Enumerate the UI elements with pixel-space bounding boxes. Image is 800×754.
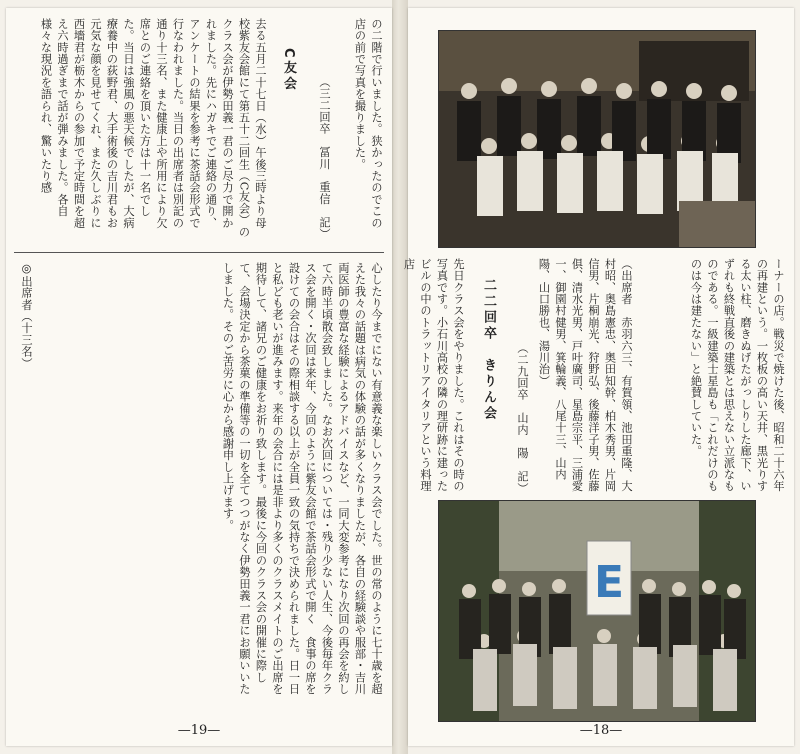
c-club-continued: 心したり今までにない有意義な楽しいクラス会でした。世の常のように七十歳を超えた我々の話題は病気の体験の話が多くなりましたが、各自の経験談や服部・吉川両医師の豊富な経験によるアドバイスなど、一同大変参考になり次回の再会を約して六時半頃散会致しました。なお次回については・残り少ない人生、今後毎年クラス会を開く・次回は来年、今回のように紫友会館で茶話会形式で開く 食事の席を設けての会合はその際相談する以上が全員一致の気持ちで決められました。日一日と私ども老いが進みます。来年の会合には是非より多くのクラスメイトのご出席を期待して、諸兄のご健康をお祈り致します。最後に今回のクラス会の開催に際して、会場決定から茶菓の準備等の一切を全てつつがなく伊勢田義一君にお願いいたしました。そのご苦労に心から感謝申し上げます。 bbox=[221, 262, 383, 695]
attendees-list-col bbox=[532, 258, 634, 494]
kirin-body-col bbox=[402, 258, 466, 494]
group-photo-top-drawing bbox=[439, 31, 755, 247]
c-club-heading: C友会 bbox=[281, 48, 296, 93]
intro-signature-col bbox=[312, 18, 332, 240]
c-club-continued-col bbox=[32, 262, 384, 702]
attendees-label-col bbox=[14, 262, 34, 462]
intro-body: の二階で行いました。狭かったのでこの店の前で写真を撮りました。 bbox=[353, 18, 383, 229]
section-divider bbox=[14, 252, 384, 253]
intro-signature: （三二回卒 冨川 重信 記） bbox=[318, 76, 331, 240]
c-club-heading-col bbox=[274, 48, 296, 158]
reunion-group-photo-bottom bbox=[438, 500, 756, 722]
text-block-intro bbox=[340, 18, 384, 240]
yamauchi-signature-col bbox=[510, 258, 530, 494]
group-photo-bottom-drawing bbox=[439, 501, 755, 721]
page-number-19: —19— bbox=[177, 723, 221, 738]
banner-letter: E bbox=[593, 557, 625, 608]
reunion-group-photo-top bbox=[438, 30, 756, 248]
kirin-heading: 二二回卒 きりん会 bbox=[481, 278, 496, 422]
c-club-body: 去る五月二十七日（水）午後三時より母校紫友会館にて第五十二回生（C友会）のクラス会が伊勢田義一君のご尽力で開かれました。先にハガキでご連絡の通り、アンケートの結果を参考に茶話会形式で行なわれました。当日の出席者は別記の通り十三名、また健康上や所用により欠席とのご連絡を頂いた方は十一名でした。当日は強風の悪天候でしたが、大病療養中の荻野君、大手術後の吉川君もお元気な顔を見せてくれ、また久しぶりに西墻君が栃木からの参加で予定時間を超え六時過ぎまで話が弾みました。各自様々な現況を語られ、驚いたり感 bbox=[39, 18, 267, 238]
attendees-label: ◎出席者（十三名） bbox=[20, 262, 33, 370]
restaurant-description: ーナーの店。戦災で焼けた後、昭和二十六年の再建という。一枚板の高い天井、黒光りする太い柱、磨きぬげたがっしりした廊下、いずれも終戦直後の建築とは思えない立派なものである。一級建築士星島も「これだけのものは今は建たない」と絶賛していた。 bbox=[689, 258, 785, 492]
kirin-body: 先日クラス会をやりました。これはその時の写真です。小石川高校の隣の理研跡に建ったビルの中のトラットリアイタリアという料理店 bbox=[402, 258, 465, 492]
yamauchi-signature: （二九回卒 山内 陽 記） bbox=[516, 341, 529, 494]
c-club-body-col bbox=[14, 18, 268, 240]
page-18 bbox=[402, 8, 794, 746]
page-number-18: —18— bbox=[579, 723, 623, 738]
page-19 bbox=[6, 8, 392, 746]
kirin-heading-col bbox=[474, 278, 496, 448]
kirin-intro-col bbox=[636, 258, 786, 494]
attendees-list: （出席者 赤羽六三、有賀領、池田重隆、大村昭、奥島憲忠、奥田知幹、柏木秀男、片岡信男、片桐崩光、狩野弘、後藤洋子男、佐藤俱、清水光男、戸叶廣司、星島宗平、三浦愛一、御園村健男、箕輪義、八尾十三、山内陽、山口勝也、湯川治） bbox=[537, 258, 633, 492]
